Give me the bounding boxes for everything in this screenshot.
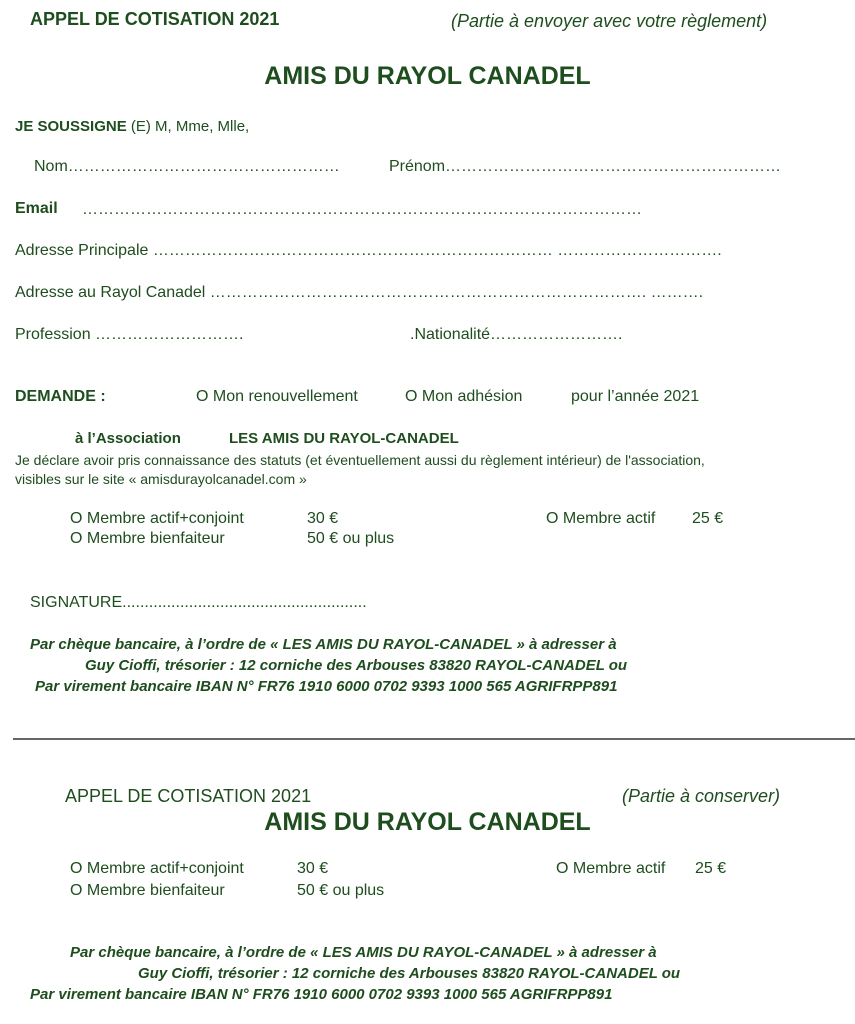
bottom-membre-bienfaiteur: O Membre bienfaiteur bbox=[70, 882, 225, 899]
bottom-membre-actif: O Membre actif bbox=[556, 860, 666, 877]
section-divider bbox=[13, 738, 855, 740]
membre-bienfaiteur-price: 50 € ou plus bbox=[307, 530, 395, 547]
profession-field[interactable]: Profession ………………………. bbox=[15, 326, 244, 343]
bottom-membre-actif-conjoint: O Membre actif+conjoint bbox=[70, 860, 244, 877]
signature-field[interactable]: SIGNATURE....................................................... bbox=[30, 594, 367, 611]
declaration-line-2: visibles sur le site « amisdurayolcanadel.com » bbox=[15, 471, 307, 487]
top-association-title: AMIS DU RAYOL CANADEL bbox=[264, 62, 591, 90]
membre-actif-conjoint-option[interactable]: O Membre actif+conjoint bbox=[70, 510, 244, 527]
email-label: Email bbox=[15, 200, 58, 217]
payment-line-3: Par virement bancaire IBAN N° FR76 1910 6000 0702 9393 1000 565 AGRIFRPP891 bbox=[35, 678, 618, 695]
soussigne-titles: (E) M, Mme, Mlle, bbox=[126, 118, 250, 135]
bottom-association-title: AMIS DU RAYOL CANADEL bbox=[264, 808, 591, 836]
association-prefix: à l’Association bbox=[75, 430, 181, 447]
payment-line-2: Guy Cioffi, trésorier : 12 corniche des Arbouses 83820 RAYOL-CANADEL ou bbox=[85, 657, 628, 674]
membre-actif-option[interactable]: O Membre actif bbox=[546, 510, 656, 527]
top-heading: APPEL DE COTISATION 2021 bbox=[30, 9, 280, 29]
bottom-membre-actif-conjoint-price: 30 € bbox=[297, 860, 329, 877]
membre-actif-price: 25 € bbox=[692, 510, 724, 527]
prenom-field[interactable]: Prénom……………………………………………………… bbox=[389, 158, 782, 175]
bottom-heading: APPEL DE COTISATION 2021 bbox=[65, 786, 312, 806]
declaration-line-1: Je déclare avoir pris connaissance des statuts (et éventuellement aussi du règlement intérieur) de l'association, bbox=[15, 452, 705, 468]
nom-field[interactable]: Nom…………………………………………… bbox=[34, 158, 340, 175]
association-name: LES AMIS DU RAYOL-CANADEL bbox=[229, 430, 459, 447]
bottom-payment-line-1: Par chèque bancaire, à l’ordre de « LES AMIS DU RAYOL-CANADEL » à adresser à bbox=[70, 944, 657, 961]
bottom-note: (Partie à conserver) bbox=[622, 786, 781, 806]
renouvellement-option[interactable]: O Mon renouvellement bbox=[196, 388, 358, 405]
bottom-payment-line-2: Guy Cioffi, trésorier : 12 corniche des Arbouses 83820 RAYOL-CANADEL ou bbox=[138, 965, 681, 982]
adresse-principale-field[interactable]: Adresse Principale ………………………………………………………………… …………………………. bbox=[15, 242, 722, 259]
adhesion-option[interactable]: O Mon adhésion bbox=[405, 388, 523, 405]
soussigne-line bbox=[15, 118, 249, 135]
bottom-membre-bienfaiteur-price: 50 € ou plus bbox=[297, 882, 385, 899]
soussigne-label: JE SOUSSIGNE bbox=[15, 118, 127, 135]
membre-actif-conjoint-price: 30 € bbox=[307, 510, 339, 527]
top-note: (Partie à envoyer avec votre règlement) bbox=[451, 11, 768, 31]
bottom-membre-actif-price: 25 € bbox=[695, 860, 727, 877]
bottom-payment-line-3: Par virement bancaire IBAN N° FR76 1910 6000 0702 9393 1000 565 AGRIFRPP891 bbox=[30, 986, 613, 1003]
membre-bienfaiteur-option[interactable]: O Membre bienfaiteur bbox=[70, 530, 225, 547]
nationalite-field[interactable]: .Nationalité……………………. bbox=[410, 326, 623, 343]
payment-line-1: Par chèque bancaire, à l’ordre de « LES AMIS DU RAYOL-CANADEL » à adresser à bbox=[30, 636, 617, 653]
demande-label: DEMANDE : bbox=[15, 388, 106, 405]
adresse-rayol-field[interactable]: Adresse au Rayol Canadel ………………………………………………………………………. ………. bbox=[15, 284, 704, 301]
email-field[interactable]: …………………………………………………………………………………………… bbox=[82, 201, 642, 218]
annee-text: pour l’année 2021 bbox=[571, 388, 700, 405]
